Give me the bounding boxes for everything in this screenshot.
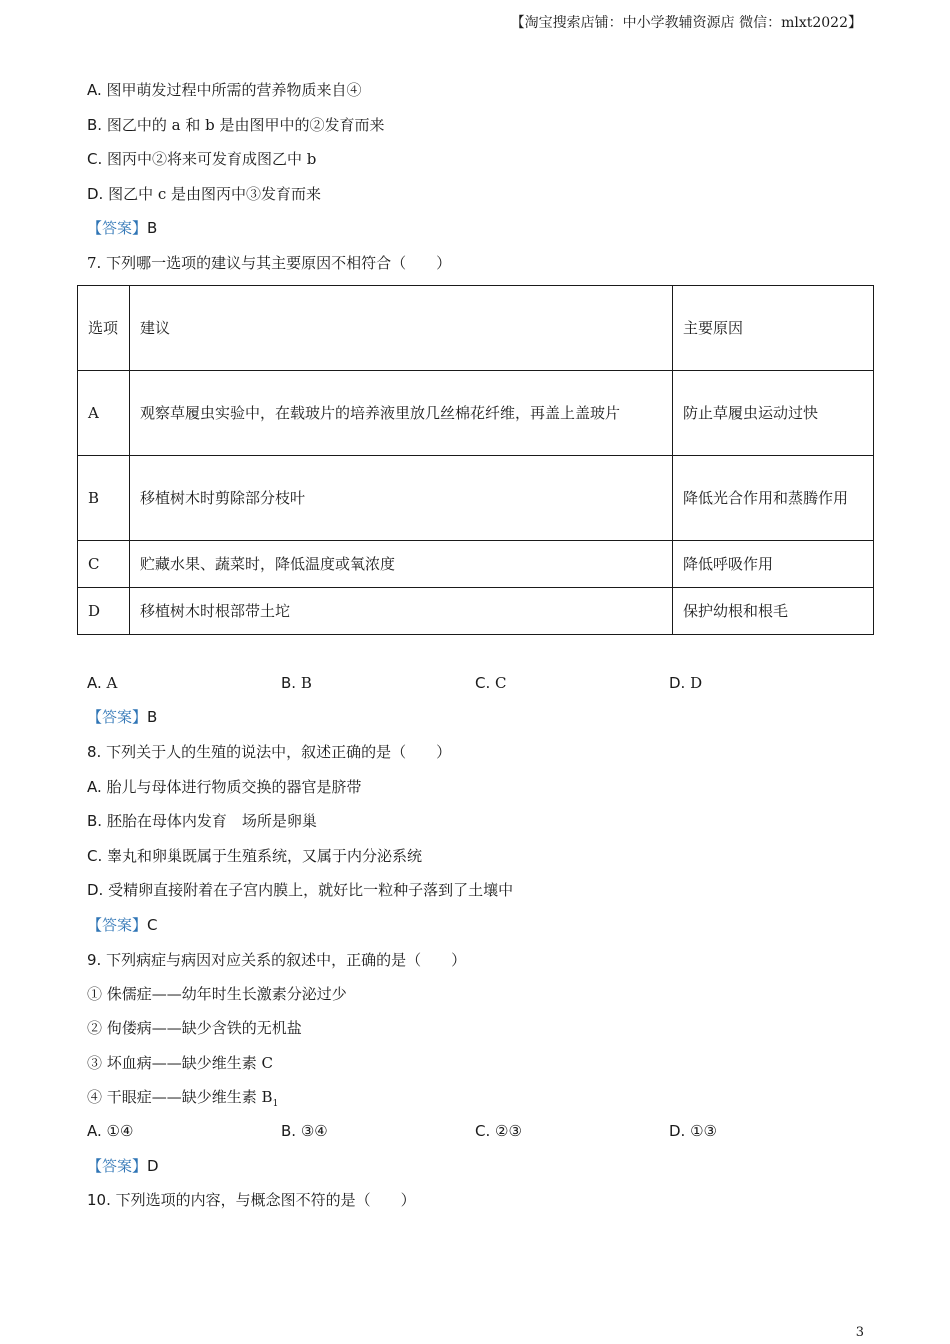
q7-option-b: B. B	[281, 674, 312, 692]
q7-option-c: C. C	[475, 674, 507, 692]
row-advice: 观察草履虫实验中，在载玻片的培养液里放几丝棉花纤维，再盖上盖玻片	[130, 371, 673, 456]
q7-answer: 【答案】B	[87, 708, 158, 726]
row-reason: 降低呼吸作用	[673, 541, 874, 588]
table-row	[78, 541, 874, 588]
row-reason: 降低光合作用和蒸腾作用	[673, 456, 874, 541]
row-option: B	[78, 456, 130, 541]
q9-option-d: D. ①③	[669, 1122, 718, 1140]
q8-option-d: D. 受精卵直接附着在子宫内膜上，就好比一粒种子落到了土壤中	[87, 881, 514, 899]
q9-item-3: ③ 坏血病——缺少维生素 C	[87, 1054, 274, 1072]
q8-stem: 8. 下列关于人的生殖的说法中，叙述正确的是（ ）	[87, 743, 452, 761]
q9-item-1: ① 侏儒症——幼年时生长激素分泌过少	[87, 985, 347, 1003]
row-option: C	[78, 541, 130, 588]
row-reason: 防止草履虫运动过快	[673, 371, 874, 456]
header-option: 选项	[78, 286, 130, 371]
q6-option-b: B. 图乙中的 a 和 b 是由图甲中的②发育而来	[87, 116, 385, 134]
header-banner: 【淘宝搜索店铺：中小学教辅资源店 微信：mlxt2022】	[510, 15, 862, 31]
row-advice: 移植树木时根部带土坨	[130, 588, 673, 635]
q10-stem: 10. 下列选项的内容，与概念图不符的是（ ）	[87, 1191, 416, 1209]
q9-option-c: C. ②③	[475, 1122, 522, 1140]
q6-option-c: C. 图丙中②将来可发育成图乙中 b	[87, 150, 317, 168]
row-option: D	[78, 588, 130, 635]
table-row	[78, 588, 874, 635]
q6-option-d: D. 图乙中 c 是由图丙中③发育而来	[87, 185, 322, 203]
q9-item-4-subscript: 1	[272, 1099, 279, 1109]
q9-options	[87, 1121, 867, 1141]
header-advice: 建议	[130, 286, 673, 371]
row-advice: 贮藏水果、蔬菜时，降低温度或氧浓度	[130, 541, 673, 588]
q6-answer: 【答案】B	[87, 219, 158, 237]
table-row	[78, 456, 874, 541]
table-row	[78, 371, 874, 456]
q6-option-a: A. 图甲萌发过程中所需的营养物质来自④	[87, 81, 362, 99]
table-header-row	[78, 286, 874, 371]
q7-table	[77, 285, 874, 635]
row-reason: 保护幼根和根毛	[673, 588, 874, 635]
q9-stem: 9. 下列病症与病因对应关系的叙述中，正确的是（ ）	[87, 951, 467, 969]
q9-item-4: ④ 干眼症——缺少维生素 $B_1$	[87, 1088, 279, 1109]
q9-option-b: B. ③④	[281, 1122, 328, 1140]
q8-option-a: A. 胎儿与母体进行物质交换的器官是脐带	[87, 778, 362, 796]
q7-option-a: A. A	[87, 674, 118, 692]
q7-option-d: D. D	[669, 674, 703, 692]
q8-option-c: C. 睾丸和卵巢既属于生殖系统，又属于内分泌系统	[87, 847, 423, 865]
row-option: A	[78, 371, 130, 456]
page-number: 3	[855, 1325, 864, 1340]
q9-option-a: A. ①④	[87, 1122, 134, 1140]
q8-answer: 【答案】C	[87, 916, 158, 934]
header-reason: 主要原因	[673, 286, 874, 371]
q9-item-2: ② 佝偻病——缺少含铁的无机盐	[87, 1019, 302, 1037]
q8-option-b: B. 胚胎在母体内发育 场所是卵巢	[87, 812, 317, 830]
q7-stem: 7. 下列哪一选项的建议与其主要原因不相符合（ ）	[87, 254, 452, 272]
q9-answer: 【答案】D	[87, 1157, 159, 1175]
q7-options	[87, 673, 867, 693]
row-advice: 移植树木时剪除部分枝叶	[130, 456, 673, 541]
